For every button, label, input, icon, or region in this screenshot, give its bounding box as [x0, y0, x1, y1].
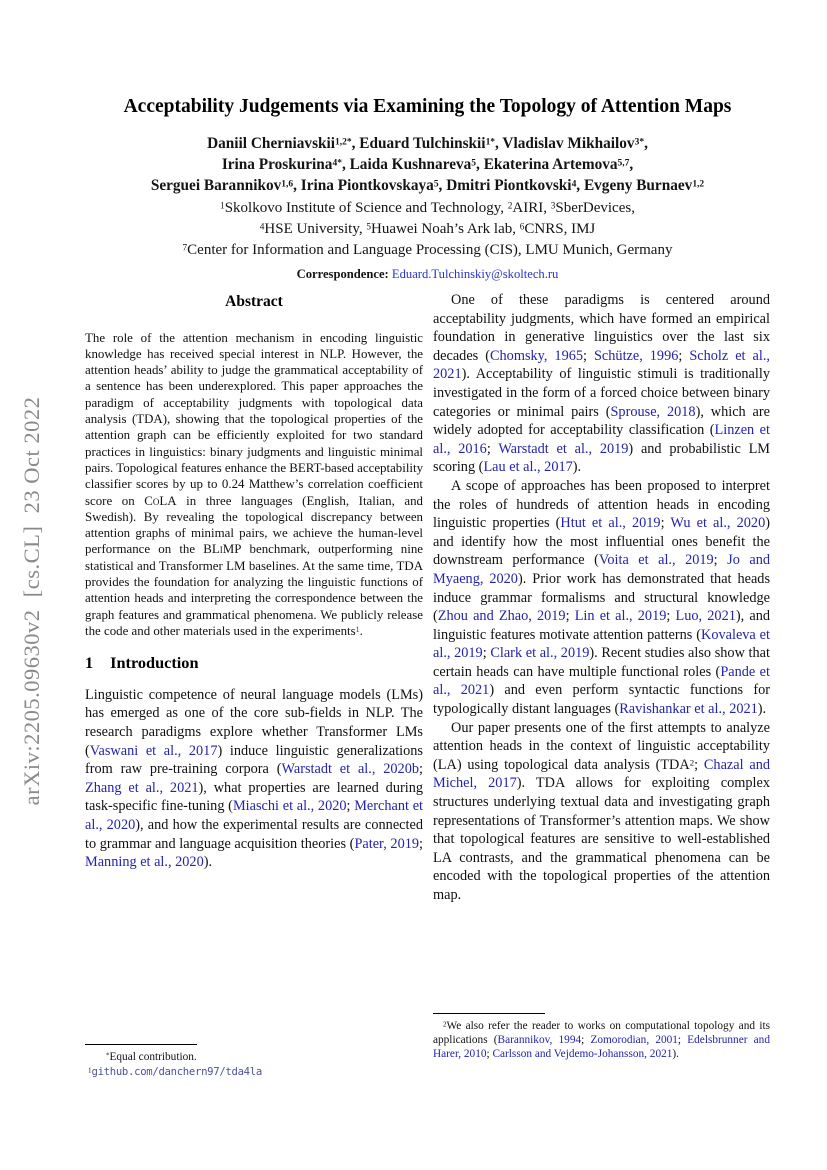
citation-link[interactable]: Zomorodian, 2001	[590, 1033, 678, 1046]
citation-link[interactable]: Clark et al., 2019	[490, 645, 590, 662]
paragraph-our-paper	[433, 719, 770, 905]
text-segment: ;	[660, 515, 671, 532]
citation-link[interactable]: Chazal and Michel, 2017	[433, 756, 770, 792]
text-segment: ).	[572, 459, 582, 476]
text-segment: ) and identify how the most influential ones benefit the downstream performance (	[433, 515, 770, 569]
correspondence-label: Correspondence:	[296, 267, 389, 282]
text-segment: One of these paradigms is centered around acceptability judgments, which have formed an empirical foundation in generative linguistics over the last six decades (	[433, 292, 770, 364]
superscript-marker: 4*	[332, 158, 342, 169]
text-segment: ). Acceptability of linguistic stimuli is traditionally investigated in the form of a forced choice between binary categories or minimal pairs (	[433, 366, 770, 420]
text-segment: Irina Proskurina	[221, 156, 333, 174]
superscript-marker: 5	[366, 222, 372, 233]
citation-link[interactable]: Zhou and Zhao, 2019	[437, 608, 566, 625]
superscript-marker: 4	[571, 179, 577, 190]
abstract-section	[85, 293, 423, 639]
citation-link[interactable]: Zhang et al., 2021	[85, 779, 199, 796]
citation-link[interactable]: Merchant et al., 2020	[85, 798, 424, 833]
citation-link[interactable]: Luo, 2021	[675, 608, 736, 625]
superscript-marker: 5	[471, 158, 477, 169]
superscript-marker: 5	[433, 179, 439, 190]
text-segment: ), what properties are learned during task-specific fine-tuning (	[85, 779, 424, 815]
text-segment: Daniil Cherniavskii	[207, 135, 336, 153]
text-segment: Irina Piontkovskaya	[300, 177, 434, 195]
footnote-rule	[85, 1044, 197, 1045]
text-segment: ;	[678, 347, 690, 364]
citation-link[interactable]: Lin et al., 2019	[574, 608, 667, 625]
text-segment: ;	[482, 645, 491, 662]
author-line	[85, 154, 770, 175]
text-segment: ;	[486, 440, 499, 457]
text-segment: ). Recent studies also show that certain heads can have multiple functional roles (	[433, 645, 770, 680]
text-segment: ).	[672, 1047, 679, 1060]
citation-link[interactable]: Pande et al., 2021	[433, 663, 770, 699]
text-segment: in three languages (English, Italian, and Swedish). By revealing the topological discrepancy between attention graphs of minimal pairs, we achieve the human-level performance on the	[85, 493, 423, 557]
text-segment: ,	[341, 156, 350, 174]
section-title: Introduction	[110, 653, 199, 673]
affiliation-block	[85, 198, 770, 261]
text-segment: ,	[351, 135, 360, 153]
text-segment: ) and even perform syntactic functions for typologically distant languages (	[433, 682, 771, 718]
text-segment: ;	[419, 835, 424, 852]
superscript-marker: 1,2*	[335, 137, 352, 148]
superscript-marker: 3*	[634, 137, 645, 148]
right-column	[433, 291, 770, 1170]
abstract-heading: Abstract	[225, 293, 283, 310]
text-segment: Linguistic competence of neural language models (LMs) has emerged as one of the core sub-fields in NLP. The research paradigms explore whether Transformer LMs (	[85, 686, 423, 759]
text-segment: ;	[486, 1047, 493, 1060]
text-segment: Vladislav Mikhailov	[502, 135, 635, 153]
superscript-marker: 2	[507, 201, 513, 212]
intro-paragraph	[85, 686, 423, 872]
citation-link[interactable]: Ravishankar et al., 2021	[619, 701, 758, 718]
paragraph-attention-heads	[433, 477, 770, 719]
text-segment: ) and probabilistic LM scoring (	[433, 440, 771, 476]
author-line	[85, 175, 770, 196]
hyperlink[interactable]: github.com/danchern97/tda4la	[91, 1064, 262, 1078]
left-column	[85, 291, 423, 1170]
text-segment: ), and linguistic features motivate attention patterns (	[433, 608, 771, 643]
correspondence-line	[85, 267, 770, 282]
text-segment: Skolkovo Institute of Science and Technology,	[224, 200, 508, 217]
arxiv-stamp: arXiv:2205.09630v2 [cs.CL] 23 Oct 2022	[19, 396, 44, 806]
footnote-rule	[433, 1013, 545, 1014]
text-segment: ,	[644, 135, 648, 153]
text-segment: A scope of approaches has been proposed to interpret the roles of hundreds of attention heads in encoding linguistic properties (	[433, 477, 770, 532]
citation-link[interactable]: Miaschi et al., 2020	[232, 798, 347, 815]
citation-link[interactable]: Voita et al., 2019	[598, 552, 714, 569]
paragraph-acceptability-judgments	[433, 291, 770, 477]
text-segment: Dmitri Piontkovski	[446, 177, 572, 195]
text-segment: Evgeny Burnaev	[583, 177, 693, 195]
citation-link[interactable]: Wu et al., 2020	[670, 515, 766, 532]
author-block	[85, 133, 770, 196]
text-segment: Eduard Tulchinskii	[359, 135, 486, 153]
citation-link[interactable]: Chomsky, 1965	[489, 347, 584, 364]
citation-link[interactable]: Sprouse, 2018	[610, 403, 696, 420]
text-segment: Ekaterina Artemova	[483, 156, 618, 174]
citation-link[interactable]: Warstadt et al., 2020b	[281, 761, 420, 778]
section-heading-introduction	[85, 654, 423, 673]
paper-header	[85, 96, 770, 282]
section-number: 1	[85, 653, 94, 673]
citation-link[interactable]: Kovaleva et al., 2019	[433, 626, 770, 662]
superscript-marker: 1,6	[281, 179, 294, 190]
citation-link[interactable]: Jo and Myaeng, 2020	[433, 552, 770, 587]
text-segment: CNRS, IMJ	[524, 221, 596, 238]
text-segment: ,	[476, 156, 484, 174]
text-segment: Laida Kushnareva	[349, 156, 472, 174]
text-segment: SberDevices,	[555, 200, 635, 217]
superscript-marker: 1	[220, 201, 225, 212]
correspondence-email-link[interactable]: Eduard.Tulchinskiy@skoltech.ru	[391, 267, 559, 282]
text-segment: ,	[576, 177, 584, 195]
text-segment: Our paper presents one of the first attempts to analyze attention heads in the context of linguistic acceptability (LA) using topological data analysis (TDA	[433, 719, 770, 773]
text-segment: ;	[713, 552, 728, 569]
text-segment: The role of the attention mechanism in encoding linguistic knowledge has received special interest in NLP. However, the attention heads’ ability to judge the grammatical acceptability of a sentence has been underexplored. This paper approaches the paradigm of acceptability judgments with topological data analysis (TDA), showing that the topological properties of the attention graph can be efficiently exploited for two standard practices in linguistics: binary judgments and linguistic minimal pairs. Topological features enhance the BERT-based acceptability classifier scores by up to 0.24 Matthew’s correlation coefficient score on	[85, 330, 424, 508]
footnote-equal-contribution	[85, 1051, 423, 1065]
text-segment: We also refer the reader to works on computational topology and its applications (	[433, 1020, 770, 1046]
superscript-marker: 1*	[485, 137, 496, 148]
citation-link[interactable]: Linzen et al., 2016	[433, 422, 770, 457]
superscript-marker: 2	[689, 757, 695, 768]
superscript-marker: 7	[182, 243, 188, 254]
text-segment: ;	[419, 761, 423, 778]
paper-title: Acceptability Judgements via Examining the Topology of Attention Maps	[123, 96, 732, 117]
superscript-marker: 5,7	[617, 158, 630, 169]
author-line	[85, 133, 770, 154]
text-segment: ). TDA allows for exploiting complex structures underlying textual data and investigating graph representations of Transformer’s attention maps. We show that topological features are sensitive to well-established LA contrasts, and the grammatical phenomena can be encoded with the topological properties of the attention map.	[433, 775, 770, 903]
text-segment: ,	[438, 177, 447, 195]
superscript-marker: 3	[550, 201, 556, 212]
superscript-marker: 1,2	[692, 179, 705, 190]
text-segment: benchmark, outperforming nine statistical and Transformer LM baselines. At the same time, TDA provides the foundation for analyzing the linguistic functions of attention heads and interpreting the correspondence between the graph features and grammatical phenomena. We publicly release the code and other materials used in the experiments	[85, 542, 424, 638]
affiliation-line	[85, 240, 770, 261]
text-segment: ), which are widely adopted for acceptability classification (	[433, 403, 770, 439]
citation-link[interactable]: Barannikov, 1994	[497, 1033, 582, 1046]
text-segment: BLiMP	[203, 542, 242, 557]
superscript-marker: 6	[519, 222, 525, 233]
text-segment: ;	[677, 1033, 688, 1046]
citation-link[interactable]: Pater, 2019	[354, 835, 420, 852]
citation-link[interactable]: 1	[355, 624, 360, 634]
text-segment: ).	[203, 854, 213, 871]
text-segment: ;	[581, 1033, 591, 1046]
text-segment: Serguei Barannikov	[150, 177, 282, 195]
citation-link[interactable]: Vaswani et al., 2017	[89, 742, 218, 759]
superscript-marker: 2	[443, 1020, 447, 1029]
text-segment: AIRI,	[512, 200, 551, 217]
text-segment: HSE University,	[264, 221, 367, 238]
right-footnote-block	[433, 1013, 770, 1062]
text-segment: ), and how the experimental results are connected to grammar and language acquisition theories (	[85, 816, 423, 852]
superscript-marker: *	[106, 1051, 110, 1060]
citation-link[interactable]: Scholz et al., 2021	[433, 347, 770, 383]
citation-link[interactable]: Schütze, 1996	[593, 347, 679, 364]
text-segment: ;	[583, 347, 594, 364]
affiliation-line	[85, 198, 770, 219]
citation-link[interactable]: Warstadt et al., 2019	[498, 440, 629, 457]
text-segment: CoLA	[144, 493, 177, 508]
text-segment: Center for Information and Language Processing (CIS), LMU Munich, Germany	[187, 242, 673, 259]
text-segment: ,	[495, 135, 503, 153]
text-segment: ;	[694, 756, 704, 773]
text-segment: ;	[346, 798, 355, 815]
text-segment: ,	[293, 177, 301, 195]
citation-link[interactable]: Lau et al., 2017	[483, 459, 573, 476]
left-footnote-block	[85, 1044, 423, 1080]
footnote-2	[433, 1020, 770, 1062]
citation-link[interactable]: Edelsbrunner and Harer, 2010	[433, 1033, 770, 1060]
text-segment: ). Prior work has demonstrated that heads induce grammar formalisms and structural knowledge (	[433, 570, 771, 625]
text-segment: ;	[565, 608, 575, 625]
superscript-marker: 1	[88, 1066, 92, 1075]
text-segment: Huawei Noah’s Ark lab,	[371, 221, 520, 238]
citation-link[interactable]: Htut et al., 2019	[560, 515, 661, 532]
citation-link[interactable]: Carlsson and Vejdemo-Johansson, 2021	[492, 1047, 673, 1060]
text-segment: ;	[666, 608, 676, 625]
text-segment: ).	[757, 701, 767, 718]
text-segment: .	[359, 623, 363, 638]
abstract-text	[85, 330, 423, 640]
footnote-github	[85, 1065, 423, 1080]
superscript-marker: 4	[259, 222, 265, 233]
citation-link[interactable]: Manning et al., 2020	[85, 854, 204, 871]
text-segment: ,	[629, 156, 634, 174]
affiliation-line	[85, 219, 770, 240]
text-segment: ) induce linguistic generalizations from raw pre-training corpora (	[85, 742, 423, 778]
text-segment: Equal contribution.	[109, 1051, 197, 1063]
